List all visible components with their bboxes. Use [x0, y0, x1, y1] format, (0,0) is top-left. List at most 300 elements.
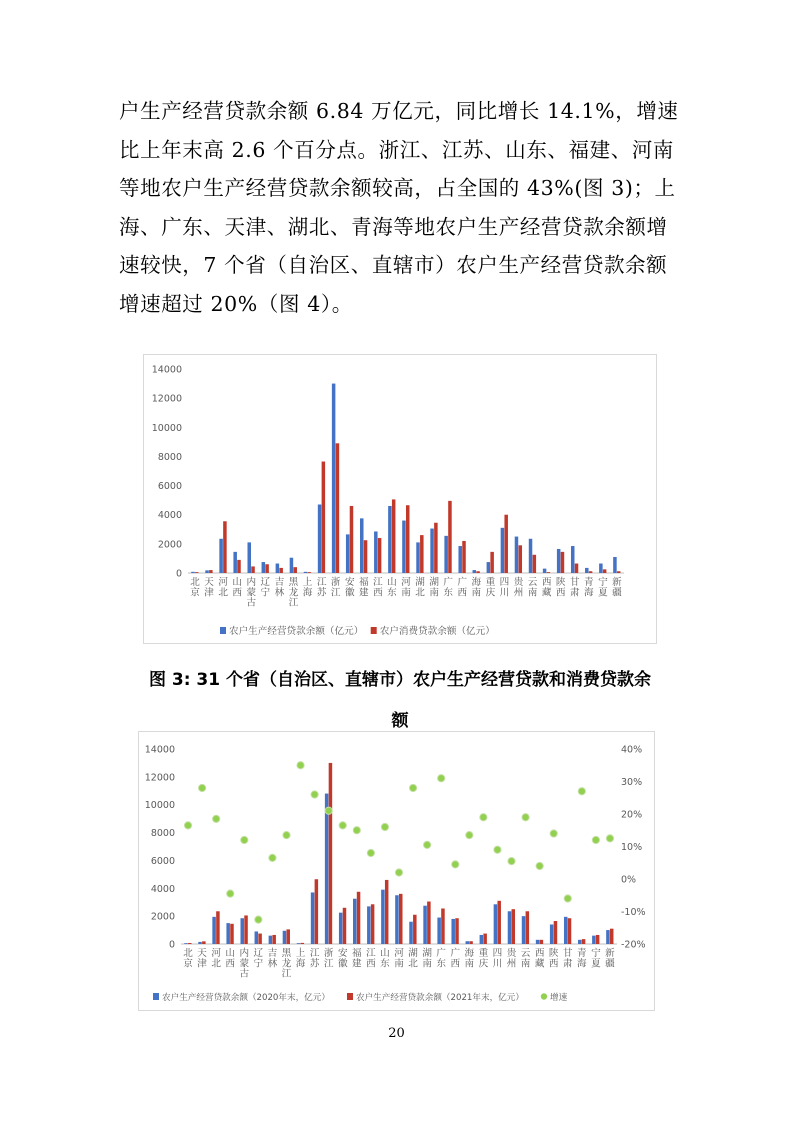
chart2-category-label: [296, 947, 306, 969]
chart1-category-label-char: 四: [499, 577, 510, 589]
chart2-bar-1: [395, 895, 399, 944]
chart2-category-label-char: 西: [450, 958, 461, 970]
chart2-category-label-char: 天: [197, 948, 207, 960]
chart2-bar-1: [184, 943, 188, 944]
chart1-bar-1: [219, 539, 223, 573]
chart1-category-label-char: 北: [190, 577, 200, 589]
chart1-category-label-char: 甘: [569, 577, 580, 589]
chart2-category-label-char: 苏: [309, 958, 320, 970]
chart2-bar-2: [230, 924, 234, 944]
chart2-category-label-char: 夏: [591, 958, 601, 970]
chart1-category-label-char: 云: [527, 577, 538, 589]
chart2-category-label-char: 甘: [562, 948, 573, 960]
chart1-category-label-char: 黑: [288, 577, 299, 589]
chart2-bar-2: [512, 909, 516, 944]
chart2-growth-point: [184, 822, 191, 829]
chart2-category-label: [493, 948, 503, 969]
chart1-bar-2: [378, 538, 382, 573]
chart1-bar-1: [304, 572, 308, 573]
chart2-growth-point: [353, 827, 360, 834]
chart2-category-label-char: 新: [605, 948, 615, 960]
chart2-category-label: [380, 947, 390, 969]
chart2-bar-1: [606, 930, 610, 944]
chart1-bar-2: [617, 571, 621, 573]
chart1-category-label-char: 江: [373, 577, 383, 589]
chart1-category-label: [429, 576, 439, 598]
chart1-category-label-char: 南: [527, 587, 538, 599]
chart2-category-label-char: 重: [478, 948, 489, 960]
chart2-category-label: [450, 947, 460, 969]
chart2-growth-point: [269, 854, 276, 861]
chart1-bar-1: [557, 549, 561, 573]
chart2-bar-1: [311, 892, 315, 944]
chart2-category-label: [535, 948, 545, 969]
chart1-category-label: [204, 577, 214, 598]
chart2-growth-point: [325, 807, 332, 814]
chart1-category-label-char: 西: [232, 587, 243, 599]
chart2-bar-1: [494, 904, 498, 944]
body-paragraph: 户生产经营贷款余额 6.84 万亿元，同比增长 14.1%，增速比上年末高 2.6 个百分点。浙江、江苏、山东、福建、河南等地农户生产经营贷款余额较高，占全国的 43%(图 3)；上海、广东、天津、湖北、青海等地农户生产经营贷款余额增速较快，7 个省（自治区、直辖市）农户生产经营贷款余额增速超过 20%（图 4）。: [119, 99, 679, 316]
chart2-bar-2: [455, 918, 459, 944]
chart1-bar-2: [308, 572, 312, 573]
chart1-category-label-char: 陕: [555, 577, 566, 589]
chart1-category-label-char: 广: [443, 577, 453, 589]
chart2-bar-1: [592, 936, 596, 944]
chart1-category-label-char: 古: [246, 597, 257, 609]
chart1-legend-item: [220, 625, 363, 637]
chart1-category-label: [584, 576, 594, 598]
chart2-bar-2: [582, 939, 586, 944]
chart1-category-label-char: 宁: [598, 577, 608, 589]
chart1-category-label: [232, 576, 242, 598]
chart2-legend-swatch: [153, 993, 159, 1000]
chart2-category-label-char: 河: [211, 948, 221, 960]
chart1-ytick-label: 14000: [151, 364, 182, 376]
chart2-growth-point: [522, 814, 529, 821]
chart2-growth-point: [199, 784, 206, 791]
chart1-bar-2: [406, 505, 410, 573]
chart2-bar-2: [329, 763, 333, 944]
chart1-category-label-char: 海: [584, 587, 594, 599]
chart1-category-label: [190, 576, 200, 598]
chart1-category-label-char: 宁: [260, 587, 271, 599]
chart2-category-label-char: 庆: [478, 958, 489, 970]
chart2-category-label-char: 湖: [408, 948, 418, 960]
chart1-bar-2: [519, 545, 523, 573]
chart2-category-label-char: 福: [352, 948, 362, 960]
chart2-y2tick-label: -10%: [621, 907, 646, 918]
chart1-category-label: [289, 577, 299, 608]
chart2-category-label: [549, 947, 559, 969]
chart2-category-label: [394, 948, 404, 969]
chart1-bar-1: [346, 534, 350, 573]
chart2-y2tick-label: 0%: [621, 874, 637, 886]
chart2-category-label: [563, 947, 573, 969]
chart1-bar-1: [233, 552, 237, 573]
chart2-category-label: [239, 947, 249, 979]
chart1-category-label-char: 南: [429, 587, 439, 599]
chart2-category-label-char: 广: [436, 948, 446, 960]
chart1-category-label-char: 山: [232, 577, 243, 589]
chart1-bar-2: [420, 535, 424, 573]
chart1-bar-1: [247, 542, 251, 573]
chart1-category-label: [598, 576, 608, 598]
chart2-bar-1: [297, 943, 301, 944]
chart1-bar-1: [191, 572, 195, 573]
chart2-category-label-char: 川: [492, 958, 503, 970]
chart2-category-label-char: 东: [436, 958, 446, 970]
figure-3-chart: [143, 354, 657, 644]
chart2-growth-point: [480, 814, 487, 821]
chart1-bar-2: [223, 521, 227, 573]
chart2-category-label: [366, 948, 376, 969]
chart1-bar-2: [462, 541, 466, 573]
chart2-category-label-char: 浙: [323, 948, 334, 960]
chart2-bar-2: [497, 901, 501, 944]
chart2-category-label-char: 海: [295, 958, 306, 970]
chart2-category-label: [282, 948, 292, 979]
chart2-category-label-char: 西: [225, 958, 236, 970]
chart1-bar-2: [561, 552, 565, 573]
chart2-category-label-char: 河: [394, 948, 404, 960]
chart2-bar-1: [255, 931, 259, 944]
chart1-bar-1: [374, 531, 378, 573]
chart2-category-label-char: 古: [239, 968, 250, 980]
chart2-category-label-char: 徽: [337, 958, 348, 970]
chart2-bar-2: [258, 934, 262, 944]
chart1-bar-2: [322, 462, 326, 573]
chart2-category-label-char: 北: [183, 948, 193, 960]
chart1-category-label: [443, 576, 453, 598]
chart2-growth-point: [381, 823, 388, 830]
chart2-bar-1: [269, 936, 273, 944]
chart2-category-label-char: 京: [183, 958, 193, 970]
chart1-category-label-char: 内: [246, 577, 257, 589]
chart2-category-label-char: 南: [422, 958, 432, 970]
chart2-legend-item: [541, 991, 568, 1003]
chart2-bar-2: [202, 941, 206, 944]
chart1-category-label-char: 湖: [415, 577, 425, 589]
chart2-bar-2: [385, 880, 389, 944]
chart1-category-label-char: 西: [457, 587, 468, 599]
chart1-category-label-char: 林: [274, 587, 285, 599]
chart2-bar-2: [610, 929, 614, 944]
chart2-category-label-char: 南: [464, 958, 475, 970]
chart2-category-label-char: 宁: [591, 948, 601, 960]
chart2-legend-label: 增速: [549, 993, 568, 1003]
chart2-category-label-char: 吉: [267, 948, 278, 960]
chart1-category-label-char: 建: [359, 587, 369, 599]
chart1-category-label: [359, 576, 369, 598]
chart1-category-label-char: 苏: [316, 587, 327, 599]
chart2-y2tick-label: 10%: [621, 842, 643, 853]
chart1-category-label-char: 辽: [260, 577, 271, 589]
chart2-category-label: [310, 948, 320, 969]
chart2-ytick-label: 12000: [144, 772, 175, 784]
chart2-legend-marker: [541, 993, 547, 999]
chart2-category-label: [324, 947, 334, 969]
chart2-category-label-char: 青: [577, 948, 587, 960]
chart2-category-label-char: 江: [309, 948, 320, 960]
chart2-growth-point: [452, 861, 459, 868]
chart2-category-label-char: 林: [267, 958, 278, 970]
chart1-category-label-char: 疆: [612, 587, 622, 599]
chart2-category-label-char: 龙: [281, 958, 292, 970]
chart1-legend-swatch: [220, 627, 226, 634]
chart2-category-label-char: 陕: [548, 948, 559, 960]
chart1-category-label: [387, 576, 397, 598]
chart1-category-label-char: 青: [584, 577, 594, 589]
chart2-bar-1: [212, 917, 216, 944]
chart1-category-label: [415, 576, 425, 598]
chart1-category-label-char: 北: [218, 587, 228, 599]
chart2-legend-label: 农户生产经营贷款余额（2020年末，亿元）: [162, 993, 330, 1003]
chart2-bar-2: [343, 908, 347, 944]
chart1-ytick-label: 6000: [157, 481, 182, 493]
chart2-category-label-char: 海: [464, 948, 475, 960]
chart2-category-label-char: 北: [408, 958, 418, 970]
chart1-category-label: [556, 576, 566, 598]
chart1-category-label-char: 河: [401, 577, 411, 589]
chart1-bar-2: [533, 555, 537, 573]
chart1-bar-1: [613, 557, 617, 573]
chart1-category-label-char: 藏: [541, 587, 552, 599]
chart2-category-label-char: 南: [394, 958, 404, 970]
chart1-bar-1: [332, 384, 336, 573]
chart1-ytick-label: 8000: [157, 451, 182, 463]
chart1-category-label-char: 江: [316, 577, 327, 589]
chart1-category-label-char: 河: [218, 577, 228, 589]
chart1-bar-1: [543, 569, 547, 573]
chart2-category-label-char: 津: [197, 958, 207, 970]
chart2-category-label: [605, 947, 615, 969]
chart1-category-label: [275, 576, 285, 598]
chart1-legend-label: 农户生产经营贷款余额（亿元）: [229, 626, 364, 637]
chart1-category-label-char: 徽: [344, 587, 355, 599]
chart2-bar-1: [564, 917, 568, 944]
chart2-ytick-label: 10000: [144, 800, 175, 812]
chart2-growth-point: [606, 835, 613, 842]
chart2-bar-2: [483, 934, 487, 944]
chart1-bar-2: [350, 506, 354, 573]
chart2-growth-point: [409, 784, 416, 791]
chart2-category-label-char: 黑: [281, 948, 292, 960]
chart2-bar-1: [325, 794, 329, 944]
chart1-category-label-char: 海: [302, 587, 313, 599]
chart2-legend-item: [347, 991, 524, 1003]
chart2-category-label-char: 贵: [506, 948, 517, 960]
chart1-bar-2: [575, 564, 579, 573]
chart2-growth-point: [367, 849, 374, 856]
chart1-category-label-char: 津: [204, 587, 214, 599]
chart1-category-label-char: 安: [344, 577, 355, 589]
chart1-bar-2: [237, 560, 241, 573]
chart2-ytick-label: 4000: [150, 883, 175, 895]
chart2-category-label-char: 广: [450, 948, 461, 960]
chart1-bar-2: [195, 572, 199, 573]
chart2-category-label: [183, 947, 193, 969]
chart2-bar-1: [409, 922, 413, 944]
chart1-ytick-label: 4000: [157, 510, 182, 522]
chart1-bar-1: [529, 539, 533, 573]
chart1-category-label-char: 浙: [330, 577, 341, 589]
chart1-legend-item: [371, 625, 495, 637]
chart2-growth-point: [283, 832, 290, 839]
chart1-category-label-char: 北: [415, 587, 425, 599]
chart1-category-label: [542, 577, 552, 598]
chart1-category-label-char: 西: [541, 577, 552, 589]
chart1-category-label-char: 龙: [288, 587, 299, 599]
chart1-category-label-char: 西: [373, 587, 383, 599]
chart1-category-label-char: 上: [302, 577, 313, 589]
chart1-bar-2: [279, 568, 283, 573]
chart1-category-label-char: 海: [471, 577, 482, 589]
chart1-category-label: [401, 577, 411, 598]
chart2-bar-2: [526, 911, 530, 944]
chart2-growth-point: [466, 832, 473, 839]
chart1-category-label-char: 夏: [598, 587, 608, 599]
chart1-bar-1: [205, 570, 209, 573]
chart1-category-label-char: 南: [401, 587, 411, 599]
chart2-growth-point: [297, 762, 304, 769]
chart2-bar-2: [244, 915, 248, 944]
chart2-category-label-char: 海: [577, 958, 587, 970]
chart1-ytick-label: 12000: [151, 393, 182, 405]
chart2-category-label: [197, 948, 207, 969]
chart2-category-label: [408, 947, 418, 969]
chart1-category-label: [345, 576, 355, 598]
chart2-bar-2: [399, 894, 403, 944]
chart1-category-label: [218, 577, 228, 598]
chart2-category-label-char: 西: [548, 958, 559, 970]
chart1-category-label-char: 南: [471, 587, 482, 599]
chart1-category-label-char: 湖: [429, 577, 439, 589]
chart1-bar-1: [318, 505, 322, 573]
chart1-bar-1: [515, 537, 519, 573]
chart2-ytick-label: 8000: [150, 828, 175, 840]
chart2-bar-1: [578, 940, 582, 944]
chart1-category-label-char: 山: [387, 577, 397, 589]
chart2-growth-point: [438, 775, 445, 782]
chart2-category-label-char: 宁: [253, 958, 264, 970]
chart2-category-label-char: 安: [337, 948, 348, 960]
chart2-category-label-char: 山: [225, 948, 236, 960]
chart2-bar-2: [301, 943, 305, 944]
chart1-bar-1: [262, 562, 266, 573]
chart2-category-label-char: 四: [492, 948, 503, 960]
chart2-bar-2: [216, 911, 220, 944]
chart2-growth-point: [227, 890, 234, 897]
chart2-y2tick-label: 40%: [621, 744, 643, 756]
chart2-growth-point: [578, 788, 585, 795]
chart2-ytick-label: 0: [168, 939, 175, 951]
chart1-bar-1: [416, 542, 420, 573]
chart2-bar-2: [188, 943, 192, 944]
chart2-category-label-char: 江: [281, 968, 292, 980]
chart2-growth-point: [255, 916, 262, 923]
chart2-bar-2: [427, 902, 431, 944]
chart1-bar-2: [490, 552, 494, 573]
chart2-bar-1: [198, 942, 202, 944]
chart2-growth-point: [241, 836, 248, 843]
chart1-category-label-char: 贵: [513, 577, 524, 589]
chart2-bar-2: [371, 904, 375, 944]
chart2-bar-2: [272, 935, 276, 944]
chart2-bar-2: [413, 915, 417, 944]
chart2-growth-point: [339, 822, 346, 829]
page-number: 20: [388, 1026, 405, 1041]
chart1-bar-1: [444, 536, 448, 573]
chart1-bar-1: [487, 562, 491, 573]
chart1-category-label: [500, 577, 510, 598]
chart2-category-label: [465, 947, 475, 969]
chart1-category-label-char: 川: [499, 587, 510, 599]
chart1-category-label-char: 吉: [274, 577, 285, 589]
chart2-legend-label: 农户生产经营贷款余额（2021年末，亿元）: [355, 993, 524, 1003]
chart1-bar-2: [434, 523, 438, 573]
chart1-category-label: [570, 576, 580, 598]
chart1-category-label-char: 广: [457, 577, 468, 589]
chart2-category-label-char: 建: [352, 958, 362, 970]
chart1-bar-1: [276, 564, 280, 573]
chart2-y2tick-label: -20%: [621, 939, 646, 951]
chart1-category-label: [303, 576, 313, 598]
chart1-bar-1: [585, 568, 589, 573]
chart2-category-label: [577, 947, 587, 969]
chart1-category-label-char: 东: [443, 587, 453, 599]
chart2-bar-2: [469, 941, 473, 944]
chart2-category-label-char: 江: [323, 958, 334, 970]
chart2-category-label-char: 北: [211, 958, 221, 970]
chart2-ytick-label: 6000: [150, 855, 175, 867]
chart2-bar-1: [480, 935, 484, 944]
chart2-category-label-char: 西: [534, 948, 545, 960]
chart1-bar-2: [293, 567, 297, 573]
chart2-category-label: [338, 947, 348, 969]
chart1-ytick-label: 2000: [157, 539, 182, 551]
chart2-bar-1: [466, 941, 470, 944]
chart2-category-label-char: 州: [506, 958, 517, 970]
chart2-category-label-char: 江: [366, 948, 376, 960]
chart1-category-label: [331, 576, 341, 598]
chart2-category-label: [268, 947, 278, 969]
chart1-category-label: [612, 576, 622, 598]
chart1-bar-1: [360, 518, 364, 573]
chart2-growth-point: [550, 830, 557, 837]
chart2-category-label: [507, 947, 518, 969]
chart2-legend-item: [153, 991, 330, 1003]
chart2-bar-1: [353, 899, 357, 944]
chart2-growth-point: [564, 895, 571, 902]
chart1-category-label-char: 新: [612, 577, 622, 589]
chart2-bar-2: [554, 921, 558, 944]
chart1-category-label: [317, 577, 327, 598]
chart2-category-label-char: 藏: [534, 958, 545, 970]
chart2-bar-1: [451, 919, 455, 944]
chart2-bar-1: [423, 906, 427, 944]
chart1-bar-1: [290, 558, 294, 573]
chart2-category-label: [422, 947, 432, 969]
chart1-bar-2: [336, 443, 340, 573]
chart2-category-label-char: 南: [520, 958, 531, 970]
chart2-category-label-char: 山: [380, 948, 390, 960]
chart2-bar-2: [441, 908, 445, 944]
chart1-bar-2: [504, 515, 508, 573]
figure-4-chart: [138, 731, 655, 1011]
chart2-category-label-char: 疆: [605, 958, 615, 970]
chart2-bar-1: [536, 940, 540, 944]
chart1-category-label: [486, 576, 496, 598]
